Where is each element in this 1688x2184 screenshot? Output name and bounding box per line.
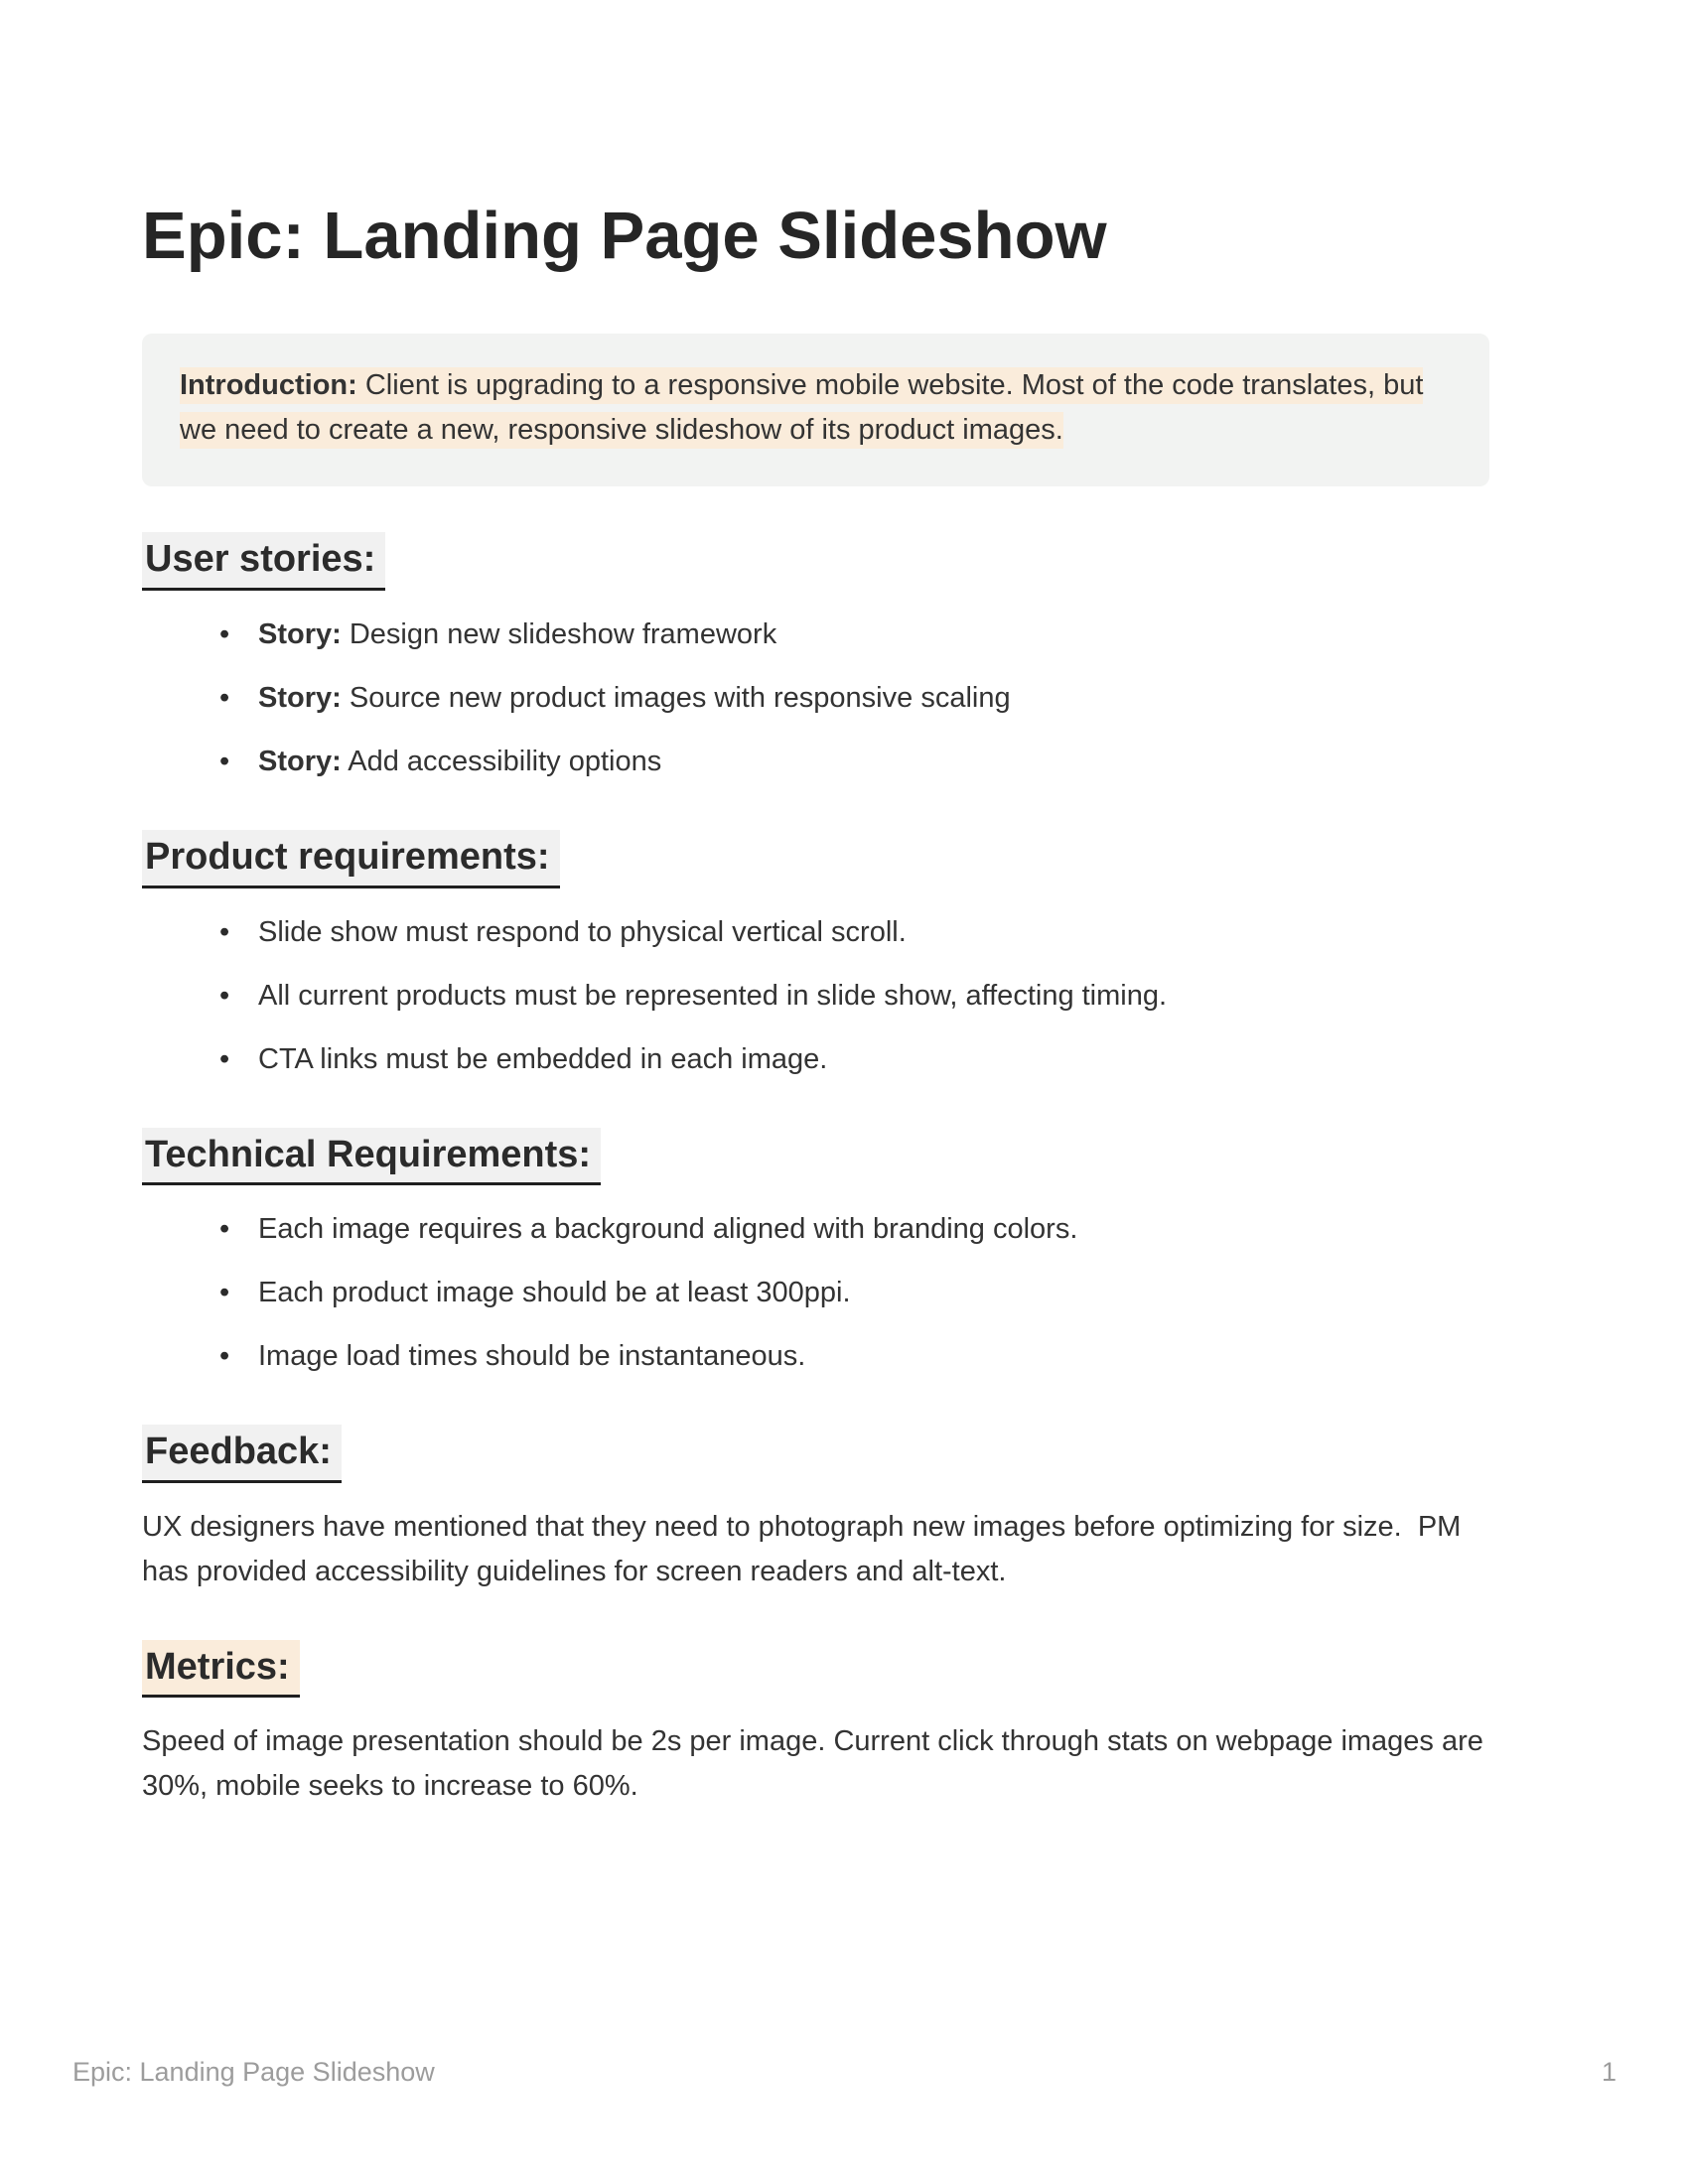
metrics-paragraph: Speed of image presentation should be 2s per image. Current click through stats on webpage images are 30%, mobile seeks to increase to 60%. [142,1725,1483,1803]
list-item: • Each image requires a background aligned with branding colors. [142,1207,1489,1252]
technical-requirements-list [142,1207,1489,1379]
footer-document-title: Epic: Landing Page Slideshow [72,2057,435,2087]
list-item: • All current products must be represented in slide show, affecting timing. [142,974,1489,1019]
list-item: • Image load times should be instantaneous. [142,1334,1489,1379]
page-title: Epic: Landing Page Slideshow [142,199,1107,273]
list-item [142,613,1489,657]
document-body [142,0,1489,1809]
list-item [142,740,1489,784]
heading-feedback: Feedback: [142,1425,1489,1483]
list-item: • Slide show must respond to physical vertical scroll. [142,910,1489,955]
user-stories-list [142,613,1489,784]
footer-page-number: 1 [1601,2057,1617,2087]
list-item: • Each product image should be at least 300ppi. [142,1271,1489,1315]
introduction-callout [142,334,1489,486]
introduction-text [180,367,1423,449]
story-text: Add accessibility options [348,745,662,777]
heading-technical-requirements: Technical Requirements: [142,1128,1489,1186]
heading-metrics: Metrics: [142,1640,1489,1699]
story-text: Design new slideshow framework [349,617,777,650]
list-item: • CTA links must be embedded in each image. [142,1037,1489,1082]
introduction-label: Introduction: [180,369,357,402]
introduction-body: Client is upgrading to a responsive mobile website. Most of the code translates, but we need to create a new, responsive slideshow of its product images. [180,369,1424,447]
heading-product-requirements: Product requirements: [142,830,1489,888]
feedback-paragraph: UX designers have mentioned that they need to photograph new images before optimizing for size. PM has provided accessibility guidelines for screen readers and alt-text. [142,1510,1462,1587]
heading-user-stories: User stories: [142,532,1489,591]
story-text: Source new product images with responsive scaling [349,681,1011,714]
product-requirements-list [142,910,1489,1082]
story-label: Story: [258,745,342,777]
story-label: Story: [258,617,342,650]
list-item [142,676,1489,721]
page-footer [72,2057,1617,2088]
story-label: Story: [258,681,342,714]
